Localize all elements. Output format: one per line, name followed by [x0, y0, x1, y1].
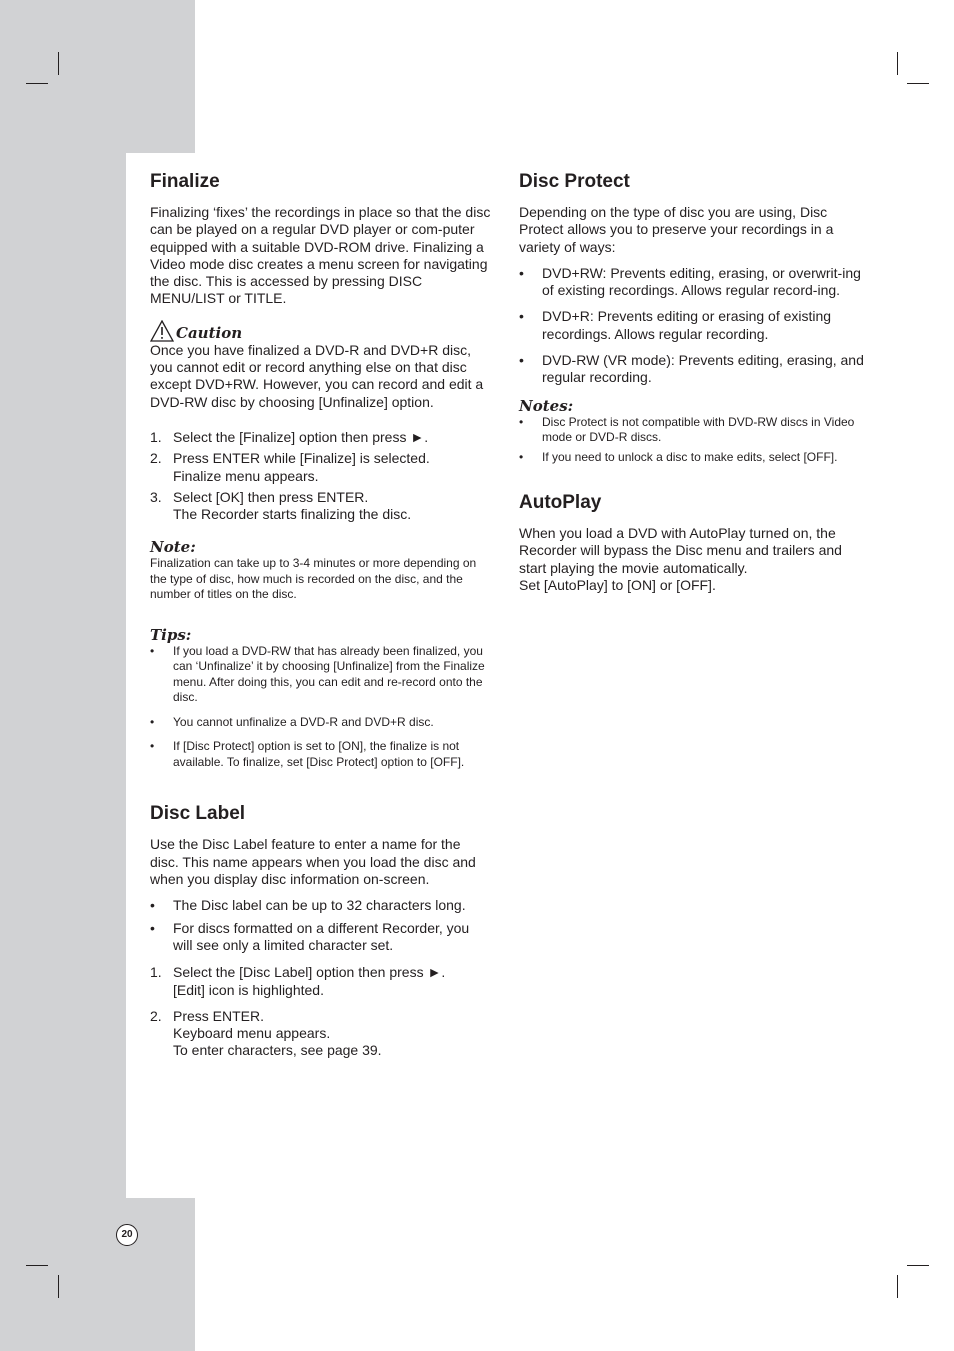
finalize-section [150, 170, 492, 770]
caution-text: Once you have finalized a DVD-R and DVD+R disc, you cannot edit or record anything else on that disc except DVD+RW. However, you can record and edit a DVD-RW disc by choosing [Unfinalize] option. [150, 341, 484, 410]
tip-text: If [Disc Protect] option is set to [ON], the finalize is not available. To finalize, set [Disc Protect] option to [OFF]. [173, 739, 465, 769]
bullet: • [519, 414, 524, 429]
caution-header [150, 320, 492, 342]
margin-band-left [0, 153, 126, 1198]
bullet: • [519, 308, 524, 325]
bullet-text: The Disc label can be up to 32 characters long. [173, 897, 466, 914]
note-heading: Note: [150, 538, 196, 557]
disc-label-step [150, 1008, 492, 1060]
bullet-text: DVD+R: Prevents editing or erasing of existing recordings. Allows regular recording. [542, 308, 832, 342]
disc-label-bullet [150, 920, 492, 955]
step-body [173, 450, 492, 485]
finalize-steps [150, 429, 492, 523]
note-text: Finalization can take up to 3-4 minutes or more depending on the type of disc, how much is recorded on the disc, and the number of titles on the disc. [150, 556, 477, 602]
step-subtext: To enter characters, see page 39. [173, 1042, 382, 1059]
tip-item [150, 644, 492, 706]
bullet-text: DVD+RW: Prevents editing, erasing, or overwrit-ing of existing recordings. Allows regular record-ing. [542, 264, 861, 299]
step-subtext: [Edit] icon is highlighted. [173, 981, 324, 998]
step-text: Press ENTER while [Finalize] is selected. [173, 450, 430, 467]
crop-mark [26, 83, 48, 84]
step-number: 1. [150, 964, 162, 981]
crop-mark [26, 1265, 48, 1266]
note-text: Disc Protect is not compatible with DVD-RW discs in Video mode or DVD-R discs. [542, 414, 855, 445]
warning-triangle-icon [150, 320, 174, 342]
bullet: • [519, 449, 524, 464]
tip-item [150, 739, 492, 770]
step-number: 1. [150, 428, 162, 445]
disc-label-title: Disc Label [150, 803, 246, 825]
tips-list [150, 644, 492, 771]
finalize-intro: Finalizing ‘fixes’ the recordings in place so that the disc can be played on a regular DVD player or com-puter equipped with a suitable DVD-ROM drive. Finalizing a Video mode disc creates a menu screen for navigating the disc. This is accessed by pressing DISC MENU/LIST or TITLE. [150, 204, 491, 307]
note-item [519, 450, 864, 466]
bullet: • [519, 352, 524, 369]
bullet: • [150, 739, 155, 754]
disc-protect-title: Disc Protect [519, 171, 630, 192]
step-number: 2. [150, 450, 162, 467]
disc-protect-bullets [519, 265, 864, 387]
note-text: If you need to unlock a disc to make edits, select [OFF]. [542, 449, 838, 464]
step-text: Press ENTER. [173, 1007, 265, 1024]
step-text: Select the [Finalize] option then press ►. [173, 428, 429, 445]
disc-label-step [150, 964, 492, 999]
disc-protect-bullet [519, 352, 864, 387]
finalize-step [150, 429, 492, 446]
margin-band-top [0, 0, 195, 153]
finalize-title: Finalize [150, 171, 220, 192]
bullet-text: For discs formatted on a different Recorder, you will see only a limited character set. [173, 919, 470, 953]
bullet-text: DVD-RW (VR mode): Prevents editing, erasing, and regular recording. [542, 352, 864, 386]
step-number: 3. [150, 488, 162, 505]
tip-text: If you load a DVD-RW that has already been finalized, you can ‘Unfinalize’ it by choosing [Unfinalize] from the Finalize menu. After doing this, you can edit and re-record onto the disc. [173, 643, 485, 705]
autoplay-title: AutoPlay [519, 492, 602, 514]
disc-protect-intro: Depending on the type of disc you are using, Disc Protect allows you to preserve your recordings in a variety of ways: [519, 204, 834, 255]
autoplay-setting: Set [AutoPlay] to [ON] or [OFF]. [519, 577, 716, 594]
crop-mark [897, 1275, 898, 1298]
disc-protect-section [519, 170, 864, 465]
disc-label-bullet [150, 897, 492, 914]
step-body [173, 964, 492, 999]
crop-mark [907, 83, 929, 84]
bullet: • [150, 714, 155, 729]
disc-label-steps [150, 964, 492, 1059]
disc-label-section [150, 802, 492, 1059]
step-body [173, 1008, 492, 1060]
step-number: 2. [150, 1007, 162, 1024]
left-column [150, 170, 492, 1060]
tips-heading: Tips: [150, 625, 192, 644]
step-subtext: The Recorder starts finalizing the disc. [173, 506, 412, 523]
notes-list [519, 415, 864, 466]
crop-mark [58, 52, 59, 75]
finalize-step [150, 450, 492, 485]
tip-item [150, 715, 492, 731]
note-item [519, 415, 864, 446]
step-text: Select [OK] then press ENTER. [173, 488, 369, 505]
caution-heading: Caution [176, 323, 243, 342]
step-text: Select the [Disc Label] option then press ►. [173, 964, 446, 981]
autoplay-section [519, 491, 864, 594]
notes-heading: Notes: [519, 396, 574, 415]
bullet: • [150, 919, 155, 936]
margin-band-bottom [0, 1198, 195, 1351]
right-column [519, 170, 864, 594]
step-subtext: Finalize menu appears. [173, 467, 319, 484]
crop-mark [897, 52, 898, 75]
bullet: • [519, 264, 524, 281]
tip-text: You cannot unfinalize a DVD-R and DVD+R disc. [173, 714, 434, 729]
disc-protect-bullet [519, 308, 864, 343]
disc-protect-notes [519, 397, 864, 466]
bullet: • [150, 897, 155, 914]
disc-protect-bullet [519, 265, 864, 300]
step-subtext: Keyboard menu appears. [173, 1025, 331, 1042]
autoplay-intro: When you load a DVD with AutoPlay turned on, the Recorder will bypass the Disc menu and trailers and start playing the movie automatically. [519, 525, 842, 576]
disc-label-bullets [150, 897, 492, 954]
finalize-tips [150, 626, 492, 771]
crop-mark [907, 1265, 929, 1266]
finalize-note [150, 538, 492, 603]
bullet: • [150, 643, 155, 658]
crop-mark [58, 1275, 59, 1298]
finalize-step [150, 489, 492, 524]
page-number: 20 [116, 1224, 138, 1246]
disc-label-intro: Use the Disc Label feature to enter a name for the disc. This name appears when you load the disc and when you display disc information on-screen. [150, 836, 476, 888]
step-body [173, 489, 492, 524]
